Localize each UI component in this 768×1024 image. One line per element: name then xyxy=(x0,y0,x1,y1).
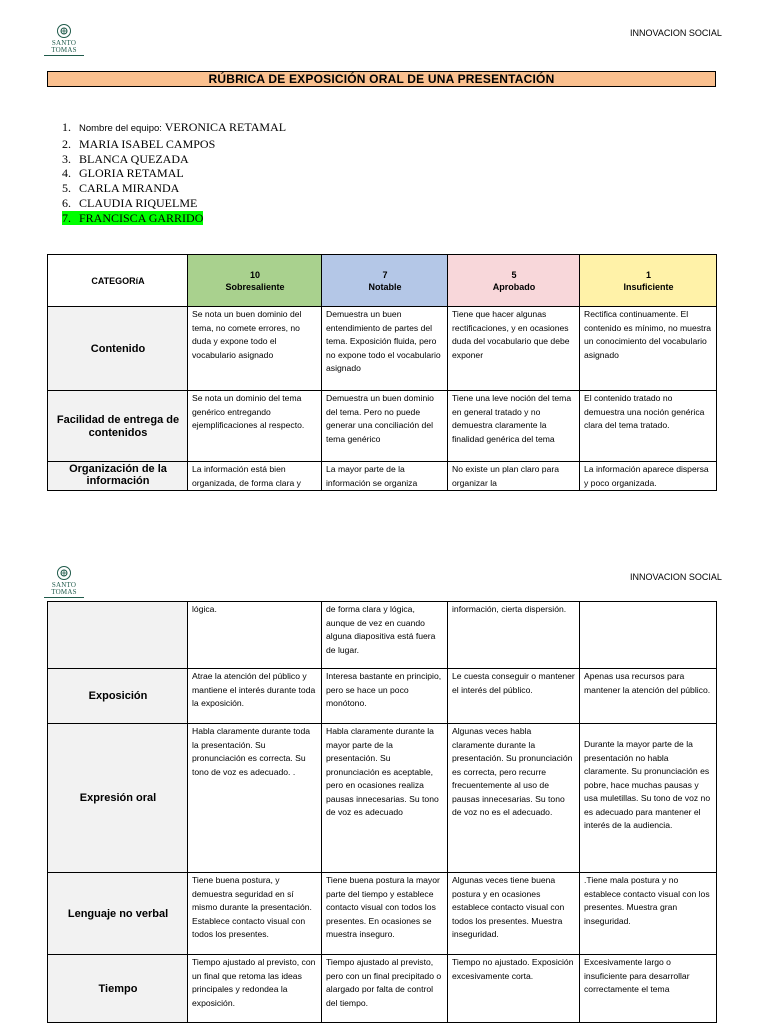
row-category: Facilidad de entrega de contenidos xyxy=(48,391,188,462)
row-category: Lenguaje no verbal xyxy=(48,873,188,955)
table-cell: Tiene que hacer algunas rectificaciones, y en ocasiones duda del vocabulario que debe exponer xyxy=(448,307,580,391)
table-cell xyxy=(580,602,717,669)
team-member: 2. MARIA ISABEL CAMPOS xyxy=(62,136,216,151)
rubric-header-row xyxy=(48,255,717,307)
table-cell: Demuestra un buen entendimiento de partes del tema. Exposición fluida, pero no expone todo el vocabulario asignado xyxy=(322,307,448,391)
team-member: 5. CARLA MIRANDA xyxy=(62,181,180,196)
table-cell: Tiene una leve noción del tema en general tratado y no demuestra claramente la finalidad genérica del tema xyxy=(448,391,580,462)
team-member: 6. CLAUDIA RIQUELME xyxy=(62,195,198,210)
table-row xyxy=(48,391,717,462)
table-row xyxy=(48,873,717,955)
table-cell: Tiempo ajustado al previsto, pero con un final precipitado o alargado por falta de control del tiempo. xyxy=(322,955,448,1023)
table-cell: Excesivamente largo o insuficiente para desarrollar correctamente el tema xyxy=(580,955,717,1023)
table-cell: Tiempo ajustado al previsto, con un final que retoma las ideas principales y redondea la exposición. xyxy=(188,955,322,1023)
table-cell: Algunas veces tiene buena postura y en ocasiones establece contacto visual con todos los presentes. Muestra inseguridad. xyxy=(448,873,580,955)
rubric-table-page2 xyxy=(47,601,717,1023)
table-cell: Atrae la atención del público y mantiene el interés durante toda la exposición. xyxy=(188,669,322,724)
table-row xyxy=(48,602,717,669)
row-category: Exposición xyxy=(48,669,188,724)
table-cell: La mayor parte de la información se organiza xyxy=(322,462,448,491)
santo-tomas-logo: SANTO TOMAS xyxy=(44,566,84,598)
header-insuficiente: 1 Insuficiente xyxy=(580,255,717,307)
table-cell: Tiene buena postura la mayor parte del tiempo y establece contacto visual con todos los presentes. En ocasiones se muestra inseguro. xyxy=(322,873,448,955)
table-cell: La información aparece dispersa y poco organizada. xyxy=(580,462,717,491)
table-row xyxy=(48,724,717,873)
header-aprobado: 5 Aprobado xyxy=(448,255,580,307)
table-row xyxy=(48,307,717,391)
table-cell: Tiempo no ajustado. Exposición excesivamente corta. xyxy=(448,955,580,1023)
table-cell: información, cierta dispersión. xyxy=(448,602,580,669)
table-cell: Le cuesta conseguir o mantener el interés del público. xyxy=(448,669,580,724)
row-category: Contenido xyxy=(48,307,188,391)
table-cell: Durante la mayor parte de la presentación no habla claramente. Su pronunciación es pobre, hace muchas pausas y usa muletillas. Su tono de voz no es adecuado para mantener el interés de la audiencia. xyxy=(580,724,717,873)
team-member-highlighted: 7. FRANCISCA GARRIDO xyxy=(62,210,204,225)
table-row xyxy=(48,955,717,1023)
table-cell: Algunas veces habla claramente durante la presentación. Su pronunciación es correcta, pero recurre frecuentemente al uso de pausas innecesarias. Su tono de voz no es el adecuado. xyxy=(448,724,580,873)
table-cell: Interesa bastante en principio, pero se hace un poco monótono. xyxy=(322,669,448,724)
table-cell: Tiene buena postura, y demuestra seguridad en sí mismo durante la presentación. Establece contacto visual con todos los presentes. xyxy=(188,873,322,955)
table-cell: Habla claramente durante la mayor parte de la presentación. Su pronunciación es aceptable, pero en ocasiones realiza pausas innecesarias. Su tono de voz es adecuado xyxy=(322,724,448,873)
table-cell: Apenas usa recursos para mantener la atención del público. xyxy=(580,669,717,724)
team-list xyxy=(62,120,286,226)
table-cell: No existe un plan claro para organizar la xyxy=(448,462,580,491)
table-cell: La información está bien organizada, de forma clara y xyxy=(188,462,322,491)
rubric-table-page1 xyxy=(47,254,717,491)
table-cell: Se nota un dominio del tema genérico entregando ejemplificaciones al respecto. xyxy=(188,391,322,462)
table-cell: Habla claramente durante toda la presentación. Su pronunciación es correcta. Su tono de voz es adecuado. . xyxy=(188,724,322,873)
team-member: 3. BLANCA QUEZADA xyxy=(62,151,189,166)
table-cell: Se nota un buen dominio del tema, no comete errores, no duda y expone todo el vocabulario asignado xyxy=(188,307,322,391)
header-course-name: INNOVACION SOCIAL xyxy=(630,28,722,38)
team-member: 4. GLORIA RETAMAL xyxy=(62,166,184,181)
team-member: 1. Nombre del equipo: VERONICA RETAMAL xyxy=(62,120,287,134)
table-row xyxy=(48,462,717,491)
header-categoria: CATEGORíA xyxy=(48,255,188,307)
table-cell: Demuestra un buen dominio del tema. Pero no puede generar una conciliación del tema genérico xyxy=(322,391,448,462)
table-cell: Rectifica continuamente. El contenido es mínimo, no muestra un conocimiento del vocabulario asignado xyxy=(580,307,717,391)
crest-icon xyxy=(57,566,71,580)
table-cell: lógica. xyxy=(188,602,322,669)
team-label: Nombre del equipo: xyxy=(79,123,162,134)
crest-icon xyxy=(57,24,71,38)
santo-tomas-logo: SANTO TOMAS xyxy=(44,24,84,56)
row-category xyxy=(48,602,188,669)
header-sobresaliente: 10 Sobresaliente xyxy=(188,255,322,307)
table-row xyxy=(48,669,717,724)
table-cell: .Tiene mala postura y no establece contacto visual con los presentes. Muestra gran inseguridad. xyxy=(580,873,717,955)
row-category: Organización de la información xyxy=(48,462,188,491)
table-cell: de forma clara y lógica, aunque de vez en cuando alguna diapositiva está fuera de lugar. xyxy=(322,602,448,669)
header-notable: 7 Notable xyxy=(322,255,448,307)
row-category: Expresión oral xyxy=(48,724,188,873)
document-title: RÚBRICA DE EXPOSICIÓN ORAL DE UNA PRESENTACIÓN xyxy=(47,71,716,87)
table-cell: El contenido tratado no demuestra una noción genérica clara del tema tratado. xyxy=(580,391,717,462)
header-course-name: INNOVACION SOCIAL xyxy=(630,572,722,582)
row-category: Tiempo xyxy=(48,955,188,1023)
